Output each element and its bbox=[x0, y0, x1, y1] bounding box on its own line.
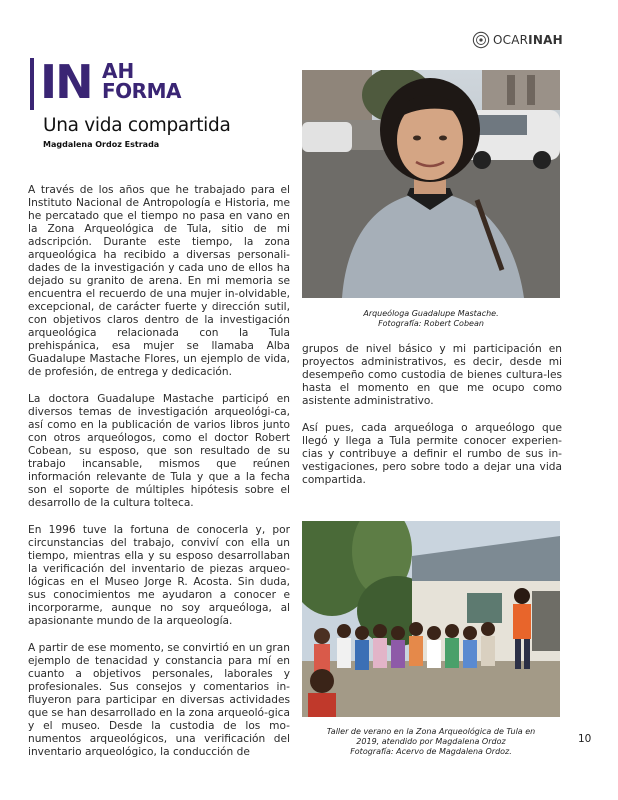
page-number: 10 bbox=[578, 733, 592, 745]
masthead-big-letters: IN bbox=[40, 55, 92, 109]
paragraph: A partir de ese momento, se convirtió en un gran ejemplo de tenacidad y constancia para mí en cuanto a objetivos personales, laborales y profesionales. Sus consejos y comentarios in-fluyeron para participar en diversas actividades que se han desarrollado en la zona arqueoló-gica y el museo. Desde la custodia de los mo-numentos arqueológicos, una verificación del inventario arqueológico, la conducción de bbox=[28, 642, 290, 758]
portrait-caption bbox=[302, 309, 560, 329]
logo-text: OCARINAH bbox=[493, 33, 563, 47]
article-title: Una vida compartida bbox=[43, 115, 231, 136]
section-masthead bbox=[30, 56, 190, 114]
ocarinah-logo bbox=[472, 29, 572, 51]
paragraph: A través de los años que he trabajado para el Instituto Nacional de Antropología e Historia, me he percatado que el tiempo no pasa en vano en la Zona Arqueológica de Tula, sitio de mi adscripción. Durante este tiempo, la zona arqueológica ha recibido a diversas personali-dades de la investigación y cada uno de ellos ha dejado su granito de arena. En mi memoria se encuentra el recuerdo de una mujer in-olvidable, excepcional, de carácter fuerte y dirección sutil, con objetivos claros dentro de la investigación arqueológica relacionada con la Tula prehispánica, esa mujer se llamaba Alba Guadalupe Mastache Flores, un ejemplo de vida, de profesión, de entrega y dedicación. bbox=[28, 184, 290, 378]
caption-line: Taller de verano en la Zona Arqueológica de Tula en bbox=[326, 727, 536, 736]
portrait-photo bbox=[302, 70, 560, 298]
masthead-line-2: FORMA bbox=[102, 79, 181, 103]
paragraph: En 1996 tuve la fortuna de conocerla y, por circunstancias del trabajo, conviví con ella un tiempo, mientras ella y su esposo desarrollaban la verificación del inventario de piezas arqueo-lógicas en el Museo Jorge R. Acosta. Sin duda, sus conocimientos me ayudaron a conocer e incorporarme, aunque no soy arqueóloga, al apasionante mundo de la arqueología. bbox=[28, 524, 290, 627]
paragraph: La doctora Guadalupe Mastache participó en diversos temas de investigación arqueológi-ca, así como en la publicación de varios libros junto con otros arqueólogos, como el doctor Robert Cobean, su esposo, que son resultado de su trabajo incansable, mismos que reúnen información relevante de Tula y que a la fecha son el soporte de múltiples hipótesis sobre el desarrollo de la cultura tolteca. bbox=[28, 393, 290, 509]
caption-line: 2019, atendido por Magdalena Ordoz bbox=[356, 737, 506, 746]
left-column bbox=[28, 184, 290, 773]
article-author: Magdalena Ordoz Estrada bbox=[43, 140, 160, 149]
seal-icon bbox=[472, 31, 490, 49]
masthead-line-1: AH bbox=[102, 59, 135, 83]
masthead-bar bbox=[30, 58, 34, 110]
paragraph: grupos de nivel básico y mi participación en proyectos administrativos, es decir, desde mi desempeño como custodia de bienes cultura-les hasta el momento en que me ocupo como asistente administrativo. bbox=[302, 343, 562, 407]
workshop-caption bbox=[302, 727, 560, 757]
caption-line: Arqueóloga Guadalupe Mastache. bbox=[363, 309, 499, 318]
paragraph: Así pues, cada arqueóloga o arqueólogo que llegó y llega a Tula permite conocer experien-cias y contribuye a definir el rumbo de sus in-vestigaciones, pero sobre todo a dejar una vida compartida. bbox=[302, 422, 562, 486]
right-column bbox=[302, 343, 562, 501]
workshop-photo bbox=[302, 521, 560, 717]
caption-line: Fotografía: Robert Cobean bbox=[378, 319, 484, 328]
caption-line: Fotografía: Acervo de Magdalena Ordoz. bbox=[350, 747, 512, 756]
